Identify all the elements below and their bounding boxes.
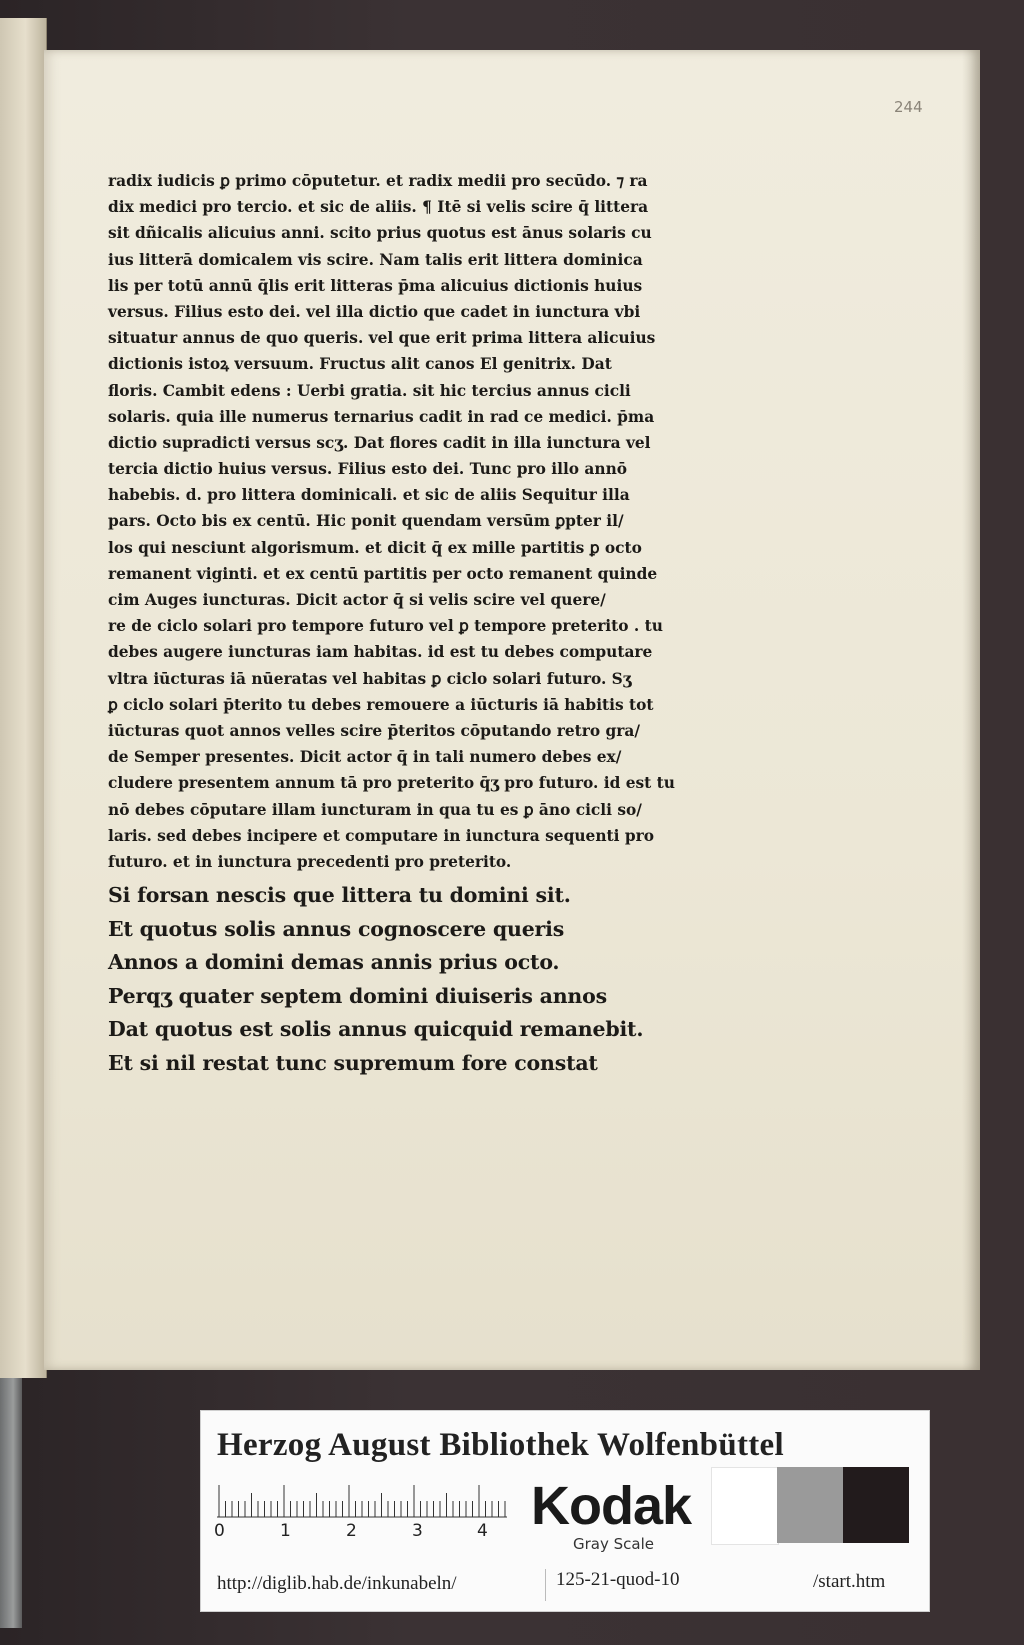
prose-line: vltra iūcturas iā nūeratas vel habitas ꝑ ciclo solari futuro. Sʒ <box>108 669 632 688</box>
kodak-logo: Kodak <box>531 1476 692 1536</box>
prose-line: solaris. quia ille numerus ternarius cadit in rad ce medici. p̄ma <box>108 407 655 426</box>
ruler-number: 0 <box>214 1521 225 1541</box>
prose-line: re de ciclo solari pro tempore futuro vel ꝑ tempore preterito . tu <box>108 617 663 636</box>
verse-line: Si forsan nescis que littera tu domini sit. <box>108 883 571 908</box>
prose-line: cludere presentem annum tā pro preterito q̄ʒ pro futuro. id est tu <box>108 774 675 793</box>
manuscript-page <box>44 50 980 1370</box>
verse-line: Et quotus solis annus cognoscere queris <box>108 916 565 941</box>
url-row <box>201 1559 929 1611</box>
book-cover-edge <box>0 1378 22 1628</box>
prose-line: nō debes cōputare illam iuncturam in qua tu es ꝑ āno cicli so/ <box>108 800 642 819</box>
library-label <box>200 1410 930 1612</box>
prose-line: situatur annus de quo queris. vel que erit prima littera alicuius <box>108 329 656 348</box>
prose-line: dix medici pro tercio. et sic de aliis. ¶ Itē si velis scire q̄ littera <box>108 198 649 217</box>
ruler-number: 3 <box>412 1521 423 1541</box>
verse-line: Perqʒ quater septem domini diuiseris annos <box>108 983 607 1008</box>
white-patch <box>711 1467 779 1545</box>
ruler-number: 2 <box>346 1521 357 1541</box>
prose-line: floris. Cambit edens : Uerbi gratia. sit hic tercius annus cicli <box>108 381 631 400</box>
facing-page-edge <box>0 18 47 1378</box>
url-suffix: /start.htm <box>813 1571 886 1592</box>
library-title: Herzog August Bibliothek Wolfenbüttel <box>217 1427 784 1463</box>
prose-line: versus. Filius esto dei. vel illa dictio que cadet in iunctura vbi <box>108 302 641 321</box>
ruler-number: 4 <box>477 1521 488 1541</box>
url-base: http://diglib.hab.de/inkunabeln/ <box>217 1573 457 1594</box>
prose-line: de Semper presentes. Dicit actor q̄ in tali numero debes ex/ <box>108 748 622 767</box>
page-shadow <box>962 50 980 1370</box>
gray-patch <box>777 1467 843 1543</box>
prose-line: pars. Octo bis ex centū. Hic ponit quendam versūm ꝑpter il/ <box>108 512 624 531</box>
prose-line: tercia dictio huius versus. Filius esto dei. Tunc pro illo annō <box>108 460 628 479</box>
prose-line: ꝑ ciclo solari p̄terito tu debes remouere a iūcturis iā habitis tot <box>108 695 654 714</box>
ruler-ticks-icon <box>217 1477 519 1521</box>
folio-number: 244 <box>894 98 923 116</box>
prose-line: radix iudicis ꝑ primo cōputetur. et radix medii pro secūdo. ⁊ ra <box>108 172 648 190</box>
ruler <box>214 1477 519 1541</box>
prose-line: sit dñicalis alicuius anni. scito prius quotus est ānus solaris cu <box>108 224 652 243</box>
prose-line: remanent viginti. et ex centū partitis per octo remanent quinde <box>108 564 658 583</box>
prose-line: los qui nesciunt algorismum. et dicit q̄ ex mille partitis ꝑ octo <box>108 538 642 557</box>
verse-line: Annos a domini demas annis prius octo. <box>108 950 560 975</box>
verse-line: Dat quotus est solis annus quicquid remanebit. <box>108 1017 644 1042</box>
prose-line: dictio supradicti versus scʒ. Dat flores cadit in illa iunctura vel <box>108 433 651 452</box>
verse-line: Et si nil restat tunc supremum fore constat <box>108 1050 598 1075</box>
ruler-number: 1 <box>280 1521 291 1541</box>
prose-line: dictionis istoꝝ versuum. Fructus alit canos El genitrix. Dat <box>108 355 612 374</box>
gray-scale-caption: Gray Scale <box>573 1535 654 1553</box>
prose-line: futuro. et in iunctura precedenti pro preterito. <box>108 852 512 871</box>
prose-line: ius litterā domicalem vis scire. Nam talis erit littera dominica <box>108 250 643 269</box>
prose-line: cim Auges iuncturas. Dicit actor q̄ si velis scire vel quere/ <box>108 591 606 609</box>
prose-line: laris. sed debes incipere et computare in iunctura sequenti pro <box>108 826 654 845</box>
prose-line: iūcturas quot annos velles scire p̄teritos cōputando retro gra/ <box>108 721 640 740</box>
text-block <box>108 168 708 1080</box>
prose-paragraph <box>108 168 708 875</box>
prose-line: habebis. d. pro littera dominicali. et sic de aliis Sequitur illa <box>108 486 630 505</box>
url-id: 125-21-quod-10 <box>545 1569 679 1601</box>
prose-line: lis per totū annū q̄lis erit litteras p̄ma alicuius dictionis huius <box>108 276 643 295</box>
black-patch <box>843 1467 909 1543</box>
verse-block <box>108 879 708 1080</box>
prose-line: debes augere iuncturas iam habitas. id est tu debes computare <box>108 643 653 662</box>
